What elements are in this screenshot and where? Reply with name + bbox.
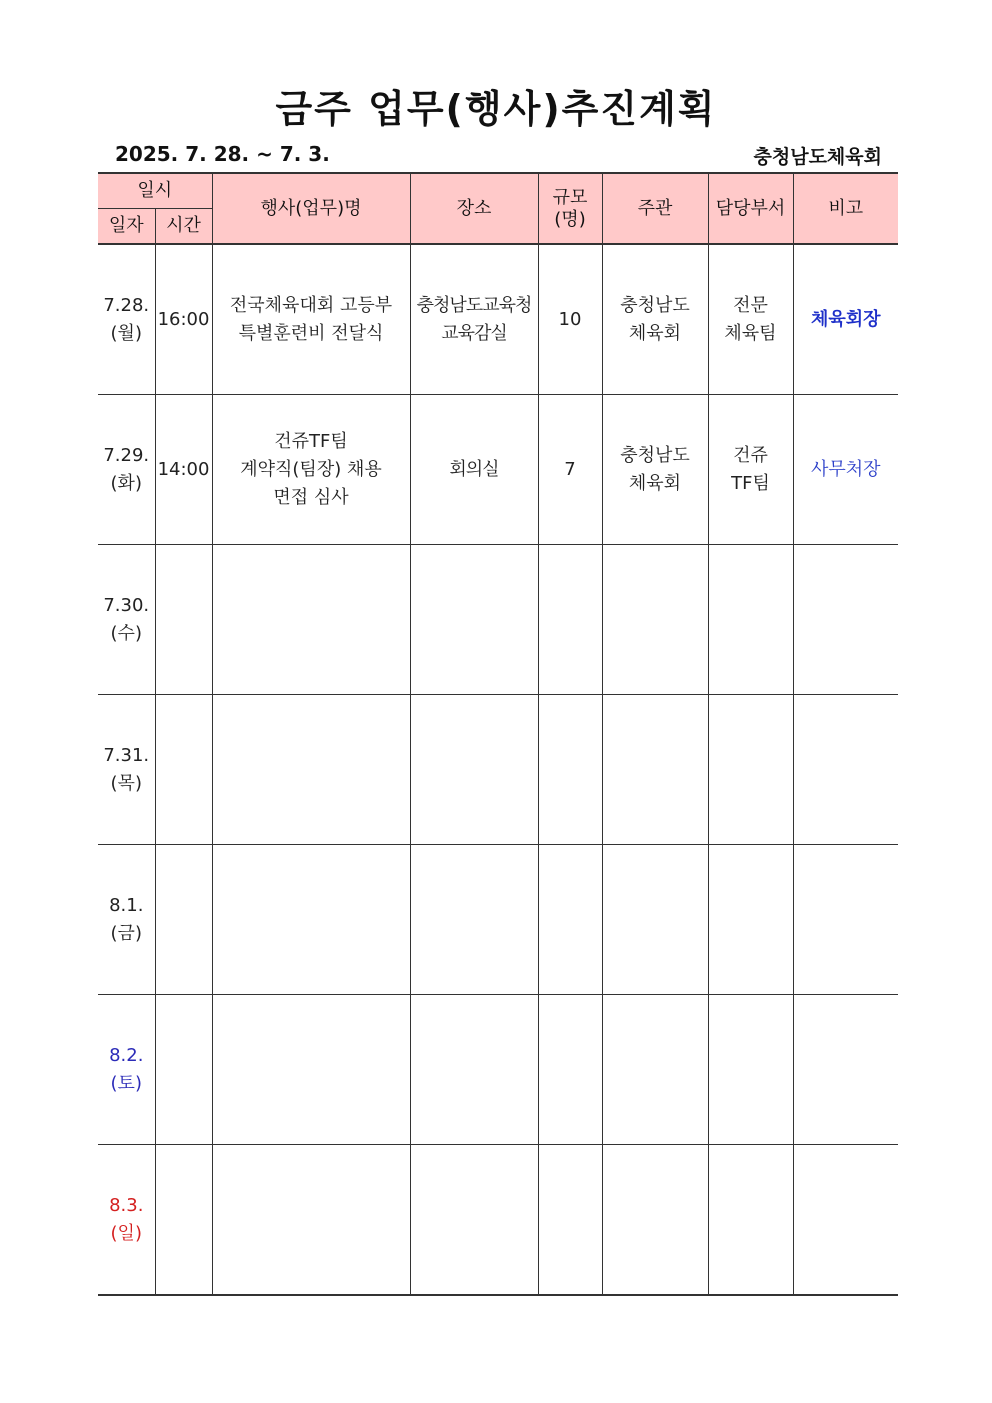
venue-cell bbox=[410, 1145, 538, 1296]
host-cell: 충청남도 체육회 bbox=[602, 395, 708, 545]
note-cell: 체육회장 bbox=[793, 244, 898, 395]
header-note: 비고 bbox=[793, 173, 898, 244]
event-cell bbox=[212, 995, 410, 1145]
document-title: 금주 업무(행사)추진계획 bbox=[275, 87, 717, 131]
event-cell bbox=[212, 695, 410, 845]
event-cell bbox=[212, 1145, 410, 1296]
table-row bbox=[98, 695, 898, 845]
plan-table bbox=[98, 172, 898, 1296]
dept-cell: 건쥬 TF팀 bbox=[708, 395, 793, 545]
date-text: 7.30. bbox=[103, 594, 150, 616]
header-dept: 담당부서 bbox=[708, 173, 793, 244]
host-cell bbox=[602, 995, 708, 1145]
date-text: 8.3. bbox=[109, 1194, 144, 1216]
scale-cell bbox=[538, 845, 602, 995]
note-cell bbox=[793, 845, 898, 995]
dept-cell bbox=[708, 845, 793, 995]
day-text: (월) bbox=[110, 322, 142, 344]
header-event: 행사(업무)명 bbox=[212, 173, 410, 244]
day-text: (금) bbox=[110, 922, 142, 944]
date-cell bbox=[98, 1145, 155, 1296]
date-cell bbox=[98, 244, 155, 395]
header-time: 시간 bbox=[155, 209, 212, 245]
day-text: (일) bbox=[110, 1222, 142, 1244]
venue-cell bbox=[410, 995, 538, 1145]
scale-cell bbox=[538, 1145, 602, 1296]
date-cell bbox=[98, 695, 155, 845]
time-cell bbox=[155, 845, 212, 995]
time-cell bbox=[155, 995, 212, 1145]
event-cell: 전국체육대회 고등부 특별훈련비 전달식 bbox=[212, 244, 410, 395]
scale-cell bbox=[538, 695, 602, 845]
table-row bbox=[98, 995, 898, 1145]
dept-cell bbox=[708, 695, 793, 845]
date-cell bbox=[98, 845, 155, 995]
header-schedule: 일시 bbox=[98, 173, 212, 209]
day-text: (목) bbox=[110, 772, 142, 794]
date-cell bbox=[98, 995, 155, 1145]
day-text: (토) bbox=[110, 1072, 142, 1094]
time-cell bbox=[155, 695, 212, 845]
table-row bbox=[98, 244, 898, 395]
event-cell: 건쥬TF팀 계약직(팀장) 채용 면접 심사 bbox=[212, 395, 410, 545]
date-cell bbox=[98, 395, 155, 545]
header-scale bbox=[538, 173, 602, 244]
time-cell: 16:00 bbox=[155, 244, 212, 395]
scale-cell bbox=[538, 995, 602, 1145]
time-cell: 14:00 bbox=[155, 395, 212, 545]
event-cell bbox=[212, 545, 410, 695]
date-text: 8.2. bbox=[109, 1044, 144, 1066]
time-cell bbox=[155, 545, 212, 695]
header-scale-text: 규모 (명) bbox=[552, 186, 588, 230]
host-cell bbox=[602, 1145, 708, 1296]
note-cell bbox=[793, 545, 898, 695]
header-host: 주관 bbox=[602, 173, 708, 244]
dept-cell bbox=[708, 545, 793, 695]
date-cell bbox=[98, 545, 155, 695]
organization: 충청남도체육회 bbox=[753, 146, 882, 168]
date-text: 7.29. bbox=[103, 444, 150, 466]
table-row bbox=[98, 845, 898, 995]
table-row bbox=[98, 395, 898, 545]
date-text: 7.28. bbox=[103, 294, 150, 316]
note-cell bbox=[793, 695, 898, 845]
dept-cell: 전문 체육팀 bbox=[708, 244, 793, 395]
header-venue: 장소 bbox=[410, 173, 538, 244]
host-cell bbox=[602, 695, 708, 845]
note-cell bbox=[793, 995, 898, 1145]
venue-cell bbox=[410, 695, 538, 845]
venue-cell: 충청남도교육청 교육감실 bbox=[410, 244, 538, 395]
note-cell: 사무처장 bbox=[793, 395, 898, 545]
venue-cell bbox=[410, 845, 538, 995]
dept-cell bbox=[708, 995, 793, 1145]
venue-cell bbox=[410, 545, 538, 695]
scale-cell bbox=[538, 545, 602, 695]
host-cell bbox=[602, 845, 708, 995]
period: 2025. 7. 28. ~ 7. 3. bbox=[115, 142, 330, 166]
time-cell bbox=[155, 1145, 212, 1296]
table-row bbox=[98, 545, 898, 695]
venue-cell: 회의실 bbox=[410, 395, 538, 545]
date-text: 7.31. bbox=[103, 744, 150, 766]
date-text: 8.1. bbox=[109, 894, 144, 916]
dept-cell bbox=[708, 1145, 793, 1296]
scale-cell: 10 bbox=[538, 244, 602, 395]
event-cell bbox=[212, 845, 410, 995]
scale-cell: 7 bbox=[538, 395, 602, 545]
note-cell bbox=[793, 1145, 898, 1296]
day-text: (화) bbox=[110, 472, 142, 494]
header-date: 일자 bbox=[98, 209, 155, 245]
host-cell bbox=[602, 545, 708, 695]
day-text: (수) bbox=[110, 622, 142, 644]
table-row bbox=[98, 1145, 898, 1296]
table-body bbox=[98, 244, 898, 1295]
host-cell: 충청남도 체육회 bbox=[602, 244, 708, 395]
